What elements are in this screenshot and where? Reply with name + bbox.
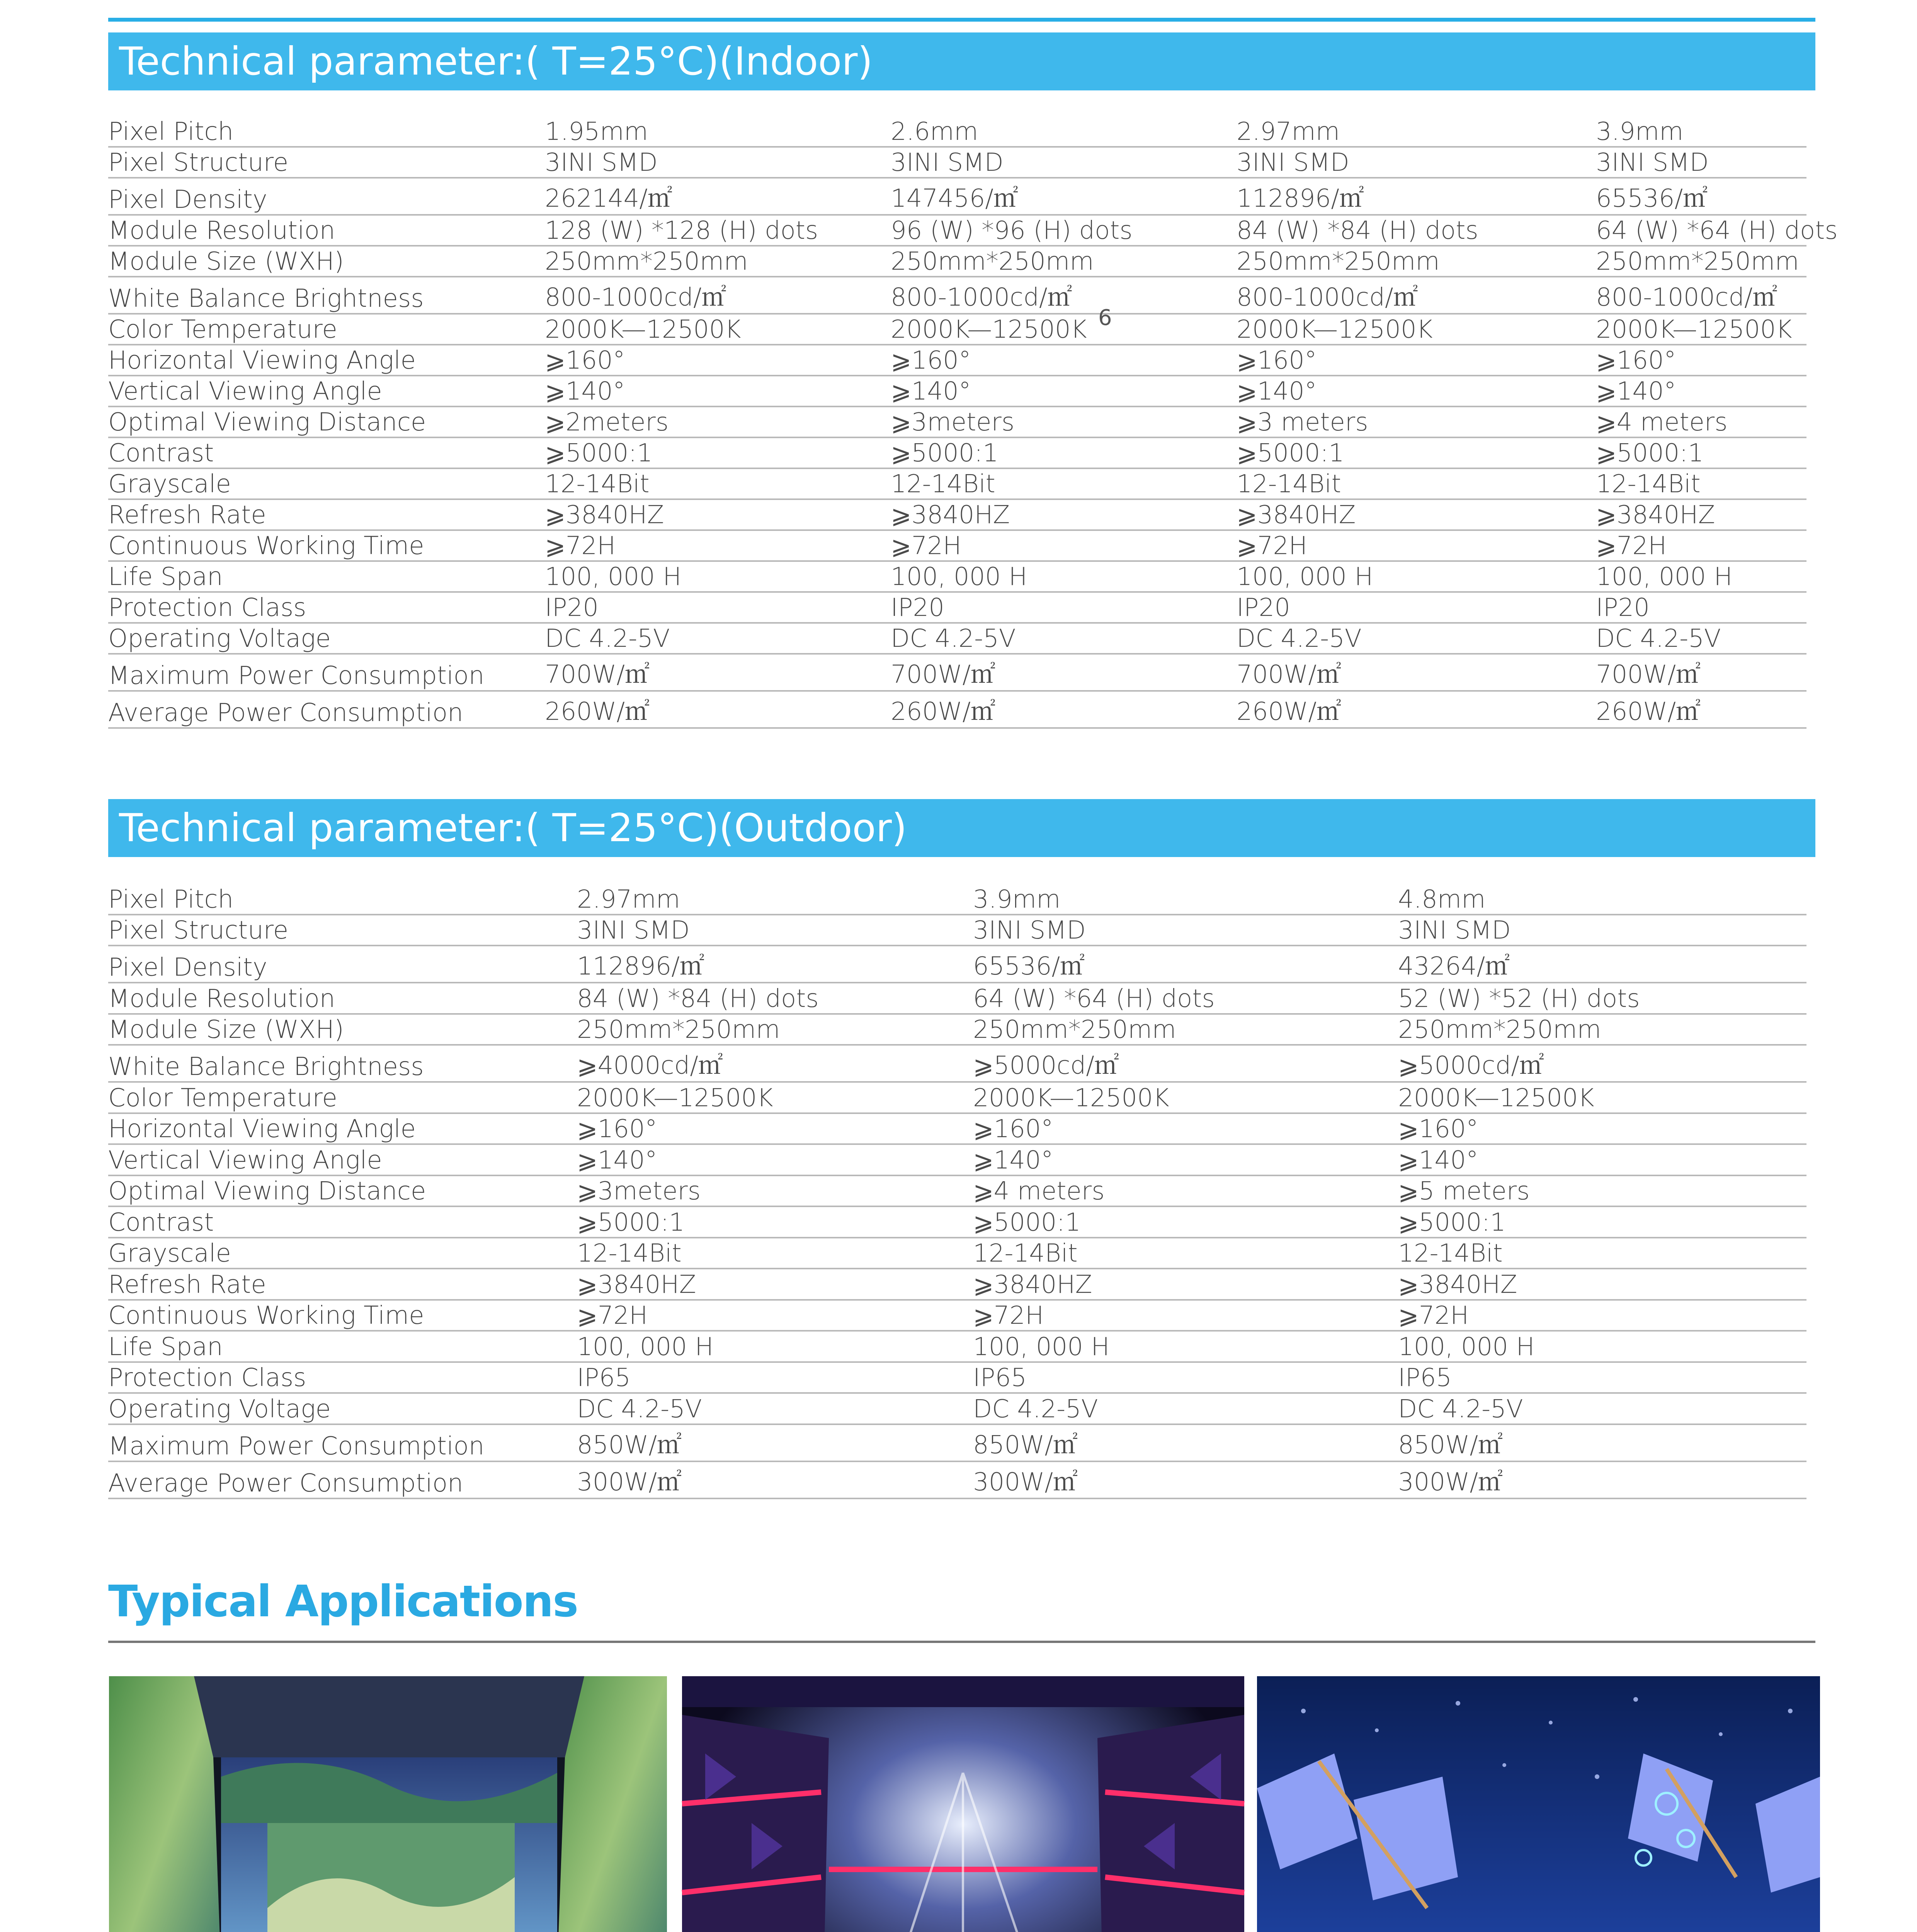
spec-value: 12-14Bit (1398, 1238, 1806, 1269)
spec-label: Pixel Density (108, 178, 545, 215)
spec-row (108, 1175, 1806, 1207)
spec-row (108, 1300, 1806, 1331)
spec-value: 700W/㎡ (1596, 654, 1806, 691)
spec-label: Horizontal Viewing Angle (108, 345, 545, 376)
spec-row (108, 915, 1806, 946)
spec-label: Life Span (108, 561, 545, 592)
spec-value: 112896/㎡ (1237, 178, 1596, 215)
spec-value: 12-14Bit (1237, 468, 1596, 499)
spec-value: IP20 (545, 592, 891, 623)
page-number: 6 (1098, 305, 1112, 330)
spec-label: Grayscale (108, 468, 545, 499)
spec-label: Average Power Consumption (108, 691, 545, 728)
outdoor-spec-table (108, 883, 1806, 1499)
spec-value: ⩾72H (891, 530, 1237, 561)
applications-divider (108, 1641, 1815, 1643)
spec-label: Operating Voltage (108, 623, 545, 654)
spec-value: 100, 000 H (891, 561, 1237, 592)
spec-value: 250mm*250mm (577, 1014, 973, 1045)
spec-value: 850W/㎡ (577, 1424, 973, 1461)
spec-row (108, 1206, 1806, 1238)
spec-value: ⩾3840HZ (1237, 499, 1596, 530)
spec-value: 250mm*250mm (973, 1014, 1398, 1045)
spec-label: Protection Class (108, 592, 545, 623)
spec-value: ⩾5000:1 (577, 1206, 973, 1238)
spec-value: 64 (W) *64 (H) dots (1596, 215, 1806, 246)
spec-value: 100, 000 H (1596, 561, 1806, 592)
spec-row (108, 376, 1806, 406)
spec-row (108, 314, 1806, 345)
spec-row (108, 1082, 1806, 1113)
spec-row (108, 1113, 1806, 1145)
spec-value: 2000K—12500K (891, 314, 1237, 345)
spec-value: 3INI SMD (545, 147, 891, 178)
spec-value: 2000K—12500K (545, 314, 891, 345)
spec-value: DC 4.2-5V (1596, 623, 1806, 654)
spec-value: 84 (W) *84 (H) dots (577, 983, 973, 1014)
spec-label: Vertical Viewing Angle (108, 1144, 577, 1175)
spec-row (108, 883, 1806, 915)
spec-value: 250mm*250mm (891, 246, 1237, 277)
spec-value: 260W/㎡ (1237, 691, 1596, 728)
spec-value: ⩾72H (1596, 530, 1806, 561)
spec-value: 65536/㎡ (1596, 178, 1806, 215)
spec-value: 3INI SMD (973, 915, 1398, 946)
spec-value: 850W/㎡ (973, 1424, 1398, 1461)
spec-value: DC 4.2-5V (891, 623, 1237, 654)
spec-value: ⩾3840HZ (1398, 1269, 1806, 1300)
spec-label: Protection Class (108, 1362, 577, 1393)
spec-value: ⩾160° (577, 1113, 973, 1145)
spec-label: White Balance Brightness (108, 277, 545, 314)
spec-value: DC 4.2-5V (973, 1393, 1398, 1424)
spec-value: ⩾160° (545, 345, 891, 376)
spec-value: 100, 000 H (1398, 1331, 1806, 1362)
spec-row (108, 946, 1806, 983)
spec-value: 260W/㎡ (1596, 691, 1806, 728)
spec-value: ⩾3840HZ (577, 1269, 973, 1300)
spec-value: ⩾140° (1398, 1144, 1806, 1175)
indoor-section-title: Technical parameter:( T=25°C)(Indoor) (108, 32, 1815, 90)
spec-label: Pixel Density (108, 946, 577, 983)
spec-value: 3INI SMD (1398, 915, 1806, 946)
spec-value: 3INI SMD (1596, 147, 1806, 178)
spec-row (108, 277, 1806, 314)
spec-value: 112896/㎡ (577, 946, 973, 983)
spec-value: IP65 (973, 1362, 1398, 1393)
spec-value: ⩾3840HZ (973, 1269, 1398, 1300)
spec-value: DC 4.2-5V (577, 1393, 973, 1424)
spec-value: ⩾140° (545, 376, 891, 406)
spec-value: 3INI SMD (577, 915, 973, 946)
spec-label: Pixel Pitch (108, 883, 577, 915)
spec-label: Pixel Structure (108, 915, 577, 946)
spec-row (108, 1014, 1806, 1045)
spec-value: 800-1000cd/㎡ (891, 277, 1237, 314)
top-rule (108, 18, 1815, 22)
spec-value: DC 4.2-5V (1237, 623, 1596, 654)
spec-value: 12-14Bit (577, 1238, 973, 1269)
spec-value: 3INI SMD (1237, 147, 1596, 178)
spec-value: ⩾5000:1 (545, 437, 891, 468)
spec-value: IP20 (891, 592, 1237, 623)
spec-value: ⩾3meters (891, 406, 1237, 437)
spec-label: Module Size (WXH) (108, 246, 545, 277)
spec-value: 800-1000cd/㎡ (1596, 277, 1806, 314)
spec-value: ⩾5 meters (1398, 1175, 1806, 1207)
spec-value: 300W/㎡ (973, 1461, 1398, 1498)
spec-value: ⩾160° (891, 345, 1237, 376)
spec-value: DC 4.2-5V (1398, 1393, 1806, 1424)
spec-value: 2.6mm (891, 116, 1237, 147)
spec-label: Optimal Viewing Distance (108, 406, 545, 437)
spec-row (108, 691, 1806, 728)
spec-value: ⩾5000:1 (973, 1206, 1398, 1238)
spec-value: 700W/㎡ (545, 654, 891, 691)
spec-row (108, 1045, 1806, 1082)
spec-label: Contrast (108, 1206, 577, 1238)
spec-row (108, 499, 1806, 530)
outdoor-section-title: Technical parameter:( T=25°C)(Outdoor) (108, 799, 1815, 857)
spec-value: ⩾140° (1596, 376, 1806, 406)
spec-row (108, 1269, 1806, 1300)
spec-value: 300W/㎡ (1398, 1461, 1806, 1498)
spec-value: 52 (W) *52 (H) dots (1398, 983, 1806, 1014)
spec-value: 147456/㎡ (891, 178, 1237, 215)
spec-row (108, 561, 1806, 592)
spec-value: ⩾5000cd/㎡ (973, 1045, 1398, 1082)
spec-value: IP65 (577, 1362, 973, 1393)
spec-value: 250mm*250mm (1596, 246, 1806, 277)
spec-value: 700W/㎡ (1237, 654, 1596, 691)
spec-value: 64 (W) *64 (H) dots (973, 983, 1398, 1014)
spec-value: ⩾140° (891, 376, 1237, 406)
spec-row (108, 215, 1806, 246)
spec-value: 2000K—12500K (577, 1082, 973, 1113)
spec-value: ⩾72H (545, 530, 891, 561)
spec-label: Module Resolution (108, 983, 577, 1014)
spec-value: 2000K—12500K (973, 1082, 1398, 1113)
spec-row (108, 654, 1806, 691)
spec-value: 3.9mm (1596, 116, 1806, 147)
spec-value: 12-14Bit (891, 468, 1237, 499)
spec-row (108, 437, 1806, 468)
spec-row (108, 1144, 1806, 1175)
spec-value: 850W/㎡ (1398, 1424, 1806, 1461)
spec-value: 2000K—12500K (1237, 314, 1596, 345)
spec-label: Refresh Rate (108, 499, 545, 530)
spec-value: 260W/㎡ (891, 691, 1237, 728)
spec-label: Grayscale (108, 1238, 577, 1269)
spec-label: Module Size (WXH) (108, 1014, 577, 1045)
indoor-spec-table (108, 116, 1838, 729)
spec-value: DC 4.2-5V (545, 623, 891, 654)
spec-label: Maximum Power Consumption (108, 1424, 577, 1461)
spec-label: Optimal Viewing Distance (108, 1175, 577, 1207)
spec-row (108, 530, 1806, 561)
spec-value: 700W/㎡ (891, 654, 1237, 691)
spec-value: 12-14Bit (973, 1238, 1398, 1269)
spec-label: Module Resolution (108, 215, 545, 246)
spec-label: Maximum Power Consumption (108, 654, 545, 691)
spec-value: ⩾4000cd/㎡ (577, 1045, 973, 1082)
spec-row (108, 1424, 1806, 1461)
spec-value: ⩾140° (1237, 376, 1596, 406)
spec-value: ⩾72H (577, 1300, 973, 1331)
spec-value: 250mm*250mm (1398, 1014, 1806, 1045)
spec-value: ⩾160° (1596, 345, 1806, 376)
applications-title: Typical Applications (108, 1577, 578, 1627)
spec-value: ⩾3840HZ (1596, 499, 1806, 530)
spec-value: 250mm*250mm (545, 246, 891, 277)
spec-value: 96 (W) *96 (H) dots (891, 215, 1237, 246)
spec-value: IP20 (1596, 592, 1806, 623)
spec-label: Color Temperature (108, 314, 545, 345)
spec-value: ⩾5000:1 (891, 437, 1237, 468)
spec-row (108, 345, 1806, 376)
spec-value: 100, 000 H (545, 561, 891, 592)
spec-label: Average Power Consumption (108, 1461, 577, 1498)
spec-value: ⩾2meters (545, 406, 891, 437)
spec-value: ⩾72H (1237, 530, 1596, 561)
spec-row (108, 1393, 1806, 1424)
spec-label: Pixel Structure (108, 147, 545, 178)
spec-row (108, 116, 1806, 147)
concert-stage-photo (1257, 1676, 1820, 1932)
spec-label: White Balance Brightness (108, 1045, 577, 1082)
spec-value: ⩾3840HZ (545, 499, 891, 530)
spec-value: 800-1000cd/㎡ (545, 277, 891, 314)
spec-row (108, 623, 1806, 654)
spec-label: Continuous Working Time (108, 1300, 577, 1331)
spec-label: Refresh Rate (108, 1269, 577, 1300)
spec-value: 1.95mm (545, 116, 891, 147)
spec-row (108, 468, 1806, 499)
spec-value: ⩾5000cd/㎡ (1398, 1045, 1806, 1082)
spec-label: Contrast (108, 437, 545, 468)
spec-row (108, 983, 1806, 1014)
spec-value: ⩾3840HZ (891, 499, 1237, 530)
spec-value: 260W/㎡ (545, 691, 891, 728)
spec-row (108, 1238, 1806, 1269)
spec-label: Vertical Viewing Angle (108, 376, 545, 406)
spec-value: 65536/㎡ (973, 946, 1398, 983)
spec-value: ⩾140° (973, 1144, 1398, 1175)
spec-value: ⩾140° (577, 1144, 973, 1175)
spec-value: 12-14Bit (1596, 468, 1806, 499)
spec-value: 43264/㎡ (1398, 946, 1806, 983)
theatre-stage-photo (109, 1676, 667, 1932)
spec-value: ⩾3 meters (1237, 406, 1596, 437)
spec-value: ⩾4 meters (973, 1175, 1398, 1207)
spec-value: ⩾5000:1 (1596, 437, 1806, 468)
spec-label: Continuous Working Time (108, 530, 545, 561)
spec-value: 2000K—12500K (1596, 314, 1806, 345)
spec-value: 4.8mm (1398, 883, 1806, 915)
spec-label: Life Span (108, 1331, 577, 1362)
spec-row (108, 178, 1806, 215)
spec-label: Pixel Pitch (108, 116, 545, 147)
spec-value: 100, 000 H (577, 1331, 973, 1362)
spec-value: IP65 (1398, 1362, 1806, 1393)
spec-value: ⩾5000:1 (1237, 437, 1596, 468)
spec-label: Operating Voltage (108, 1393, 577, 1424)
spec-value: ⩾3meters (577, 1175, 973, 1207)
spec-label: Horizontal Viewing Angle (108, 1113, 577, 1145)
spec-row (108, 1331, 1806, 1362)
spec-value: ⩾160° (1237, 345, 1596, 376)
spec-row (108, 1461, 1806, 1498)
spec-value: 250mm*250mm (1237, 246, 1596, 277)
spec-row (108, 406, 1806, 437)
spec-value: 100, 000 H (1237, 561, 1596, 592)
spec-value: ⩾160° (973, 1113, 1398, 1145)
spec-value: ⩾5000:1 (1398, 1206, 1806, 1238)
spec-value: 300W/㎡ (577, 1461, 973, 1498)
spec-row (108, 1362, 1806, 1393)
spec-row (108, 147, 1806, 178)
spec-label: Color Temperature (108, 1082, 577, 1113)
spec-row (108, 246, 1806, 277)
nightclub-photo (682, 1676, 1244, 1932)
spec-value: ⩾72H (1398, 1300, 1806, 1331)
spec-value: 3INI SMD (891, 147, 1237, 178)
spec-row (108, 592, 1806, 623)
spec-value: ⩾4 meters (1596, 406, 1806, 437)
spec-value: 12-14Bit (545, 468, 891, 499)
spec-value: 2.97mm (1237, 116, 1596, 147)
spec-value: 2000K—12500K (1398, 1082, 1806, 1113)
spec-value: 2.97mm (577, 883, 973, 915)
spec-value: ⩾72H (973, 1300, 1398, 1331)
spec-value: 3.9mm (973, 883, 1398, 915)
spec-value: 84 (W) *84 (H) dots (1237, 215, 1596, 246)
spec-value: 800-1000cd/㎡ (1237, 277, 1596, 314)
spec-value: ⩾160° (1398, 1113, 1806, 1145)
spec-value: IP20 (1237, 592, 1596, 623)
spec-value: 100, 000 H (973, 1331, 1398, 1362)
spec-value: 262144/㎡ (545, 178, 891, 215)
spec-value: 128 (W) *128 (H) dots (545, 215, 891, 246)
